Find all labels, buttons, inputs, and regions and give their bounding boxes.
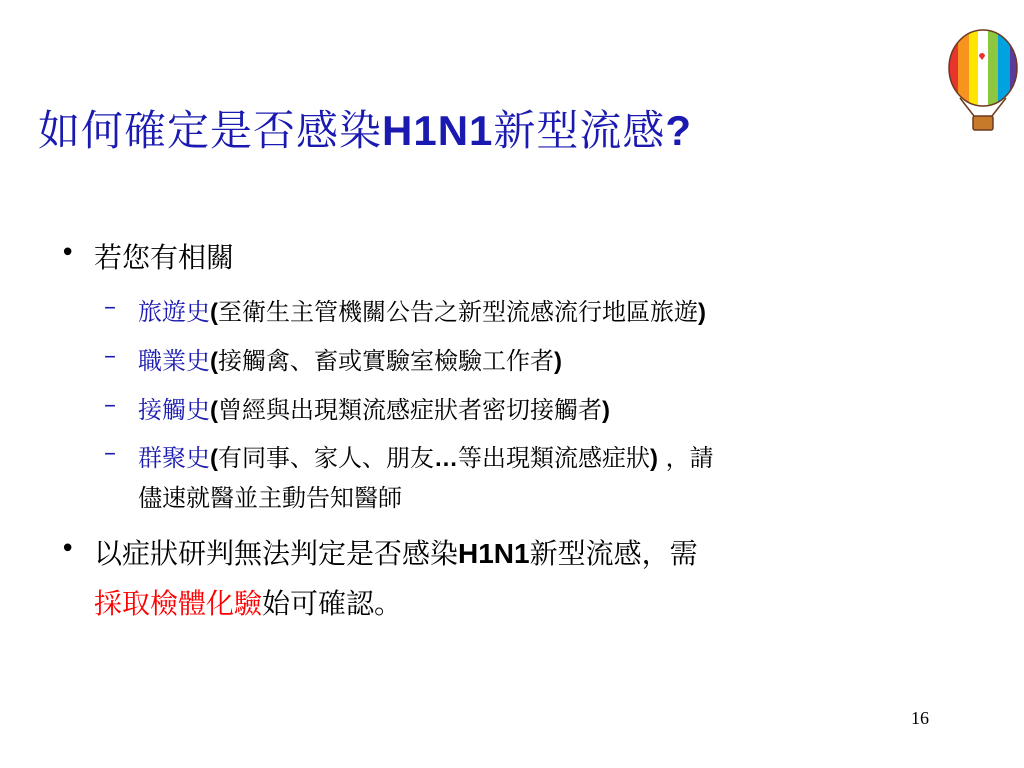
hot-air-balloon-icon xyxy=(944,28,1022,136)
bullet-text-b: H1N1 xyxy=(458,538,530,569)
title-text-b: H1N1 xyxy=(382,107,494,154)
subitem-detail-b: 等出現類流感症狀 xyxy=(458,444,650,472)
dash-marker: – xyxy=(104,341,116,369)
title-text-d: ? xyxy=(665,107,693,154)
dash-marker: – xyxy=(104,438,116,466)
subitem-tail: ，請 xyxy=(658,444,714,472)
slide-title xyxy=(38,98,692,158)
subitem-label: 群聚史 xyxy=(138,444,210,472)
page-number: 16 xyxy=(911,708,929,728)
subitem-detail: 接觸禽、畜或實驗室檢驗工作者 xyxy=(218,347,554,375)
title-text-a: 如何確定是否感染 xyxy=(38,106,383,155)
dash-marker: – xyxy=(104,292,116,320)
subitem-label: 旅遊史 xyxy=(138,298,210,326)
bullet-text-a: 以症狀研判無法判定是否感染 xyxy=(94,537,459,570)
dash-marker: – xyxy=(104,390,116,418)
subitem-label: 職業史 xyxy=(138,347,210,375)
bullet-text: 若您有相關 xyxy=(94,241,235,274)
subitem-detail: 至衛生主管機關公告之新型流感流行地區旅遊 xyxy=(218,298,698,326)
title-text-c: 新型流感 xyxy=(493,106,666,155)
emphasis-text: 採取檢體化驗 xyxy=(94,587,263,620)
subitem-detail: 曾經與出現類流感症狀者密切接觸者 xyxy=(218,396,602,424)
subitem-line2: 儘速就醫並主動告知醫師 xyxy=(138,484,402,512)
subitem-label: 接觸史 xyxy=(138,396,210,424)
bullet-dot: • xyxy=(60,534,76,564)
bullet-dot: • xyxy=(60,238,76,268)
bullet-text-c: 新型流感，需 xyxy=(529,537,698,570)
bullet-text-rest: 始可確認。 xyxy=(262,587,403,620)
subitem-detail-a: 有同事、家人、朋友 xyxy=(218,444,434,472)
